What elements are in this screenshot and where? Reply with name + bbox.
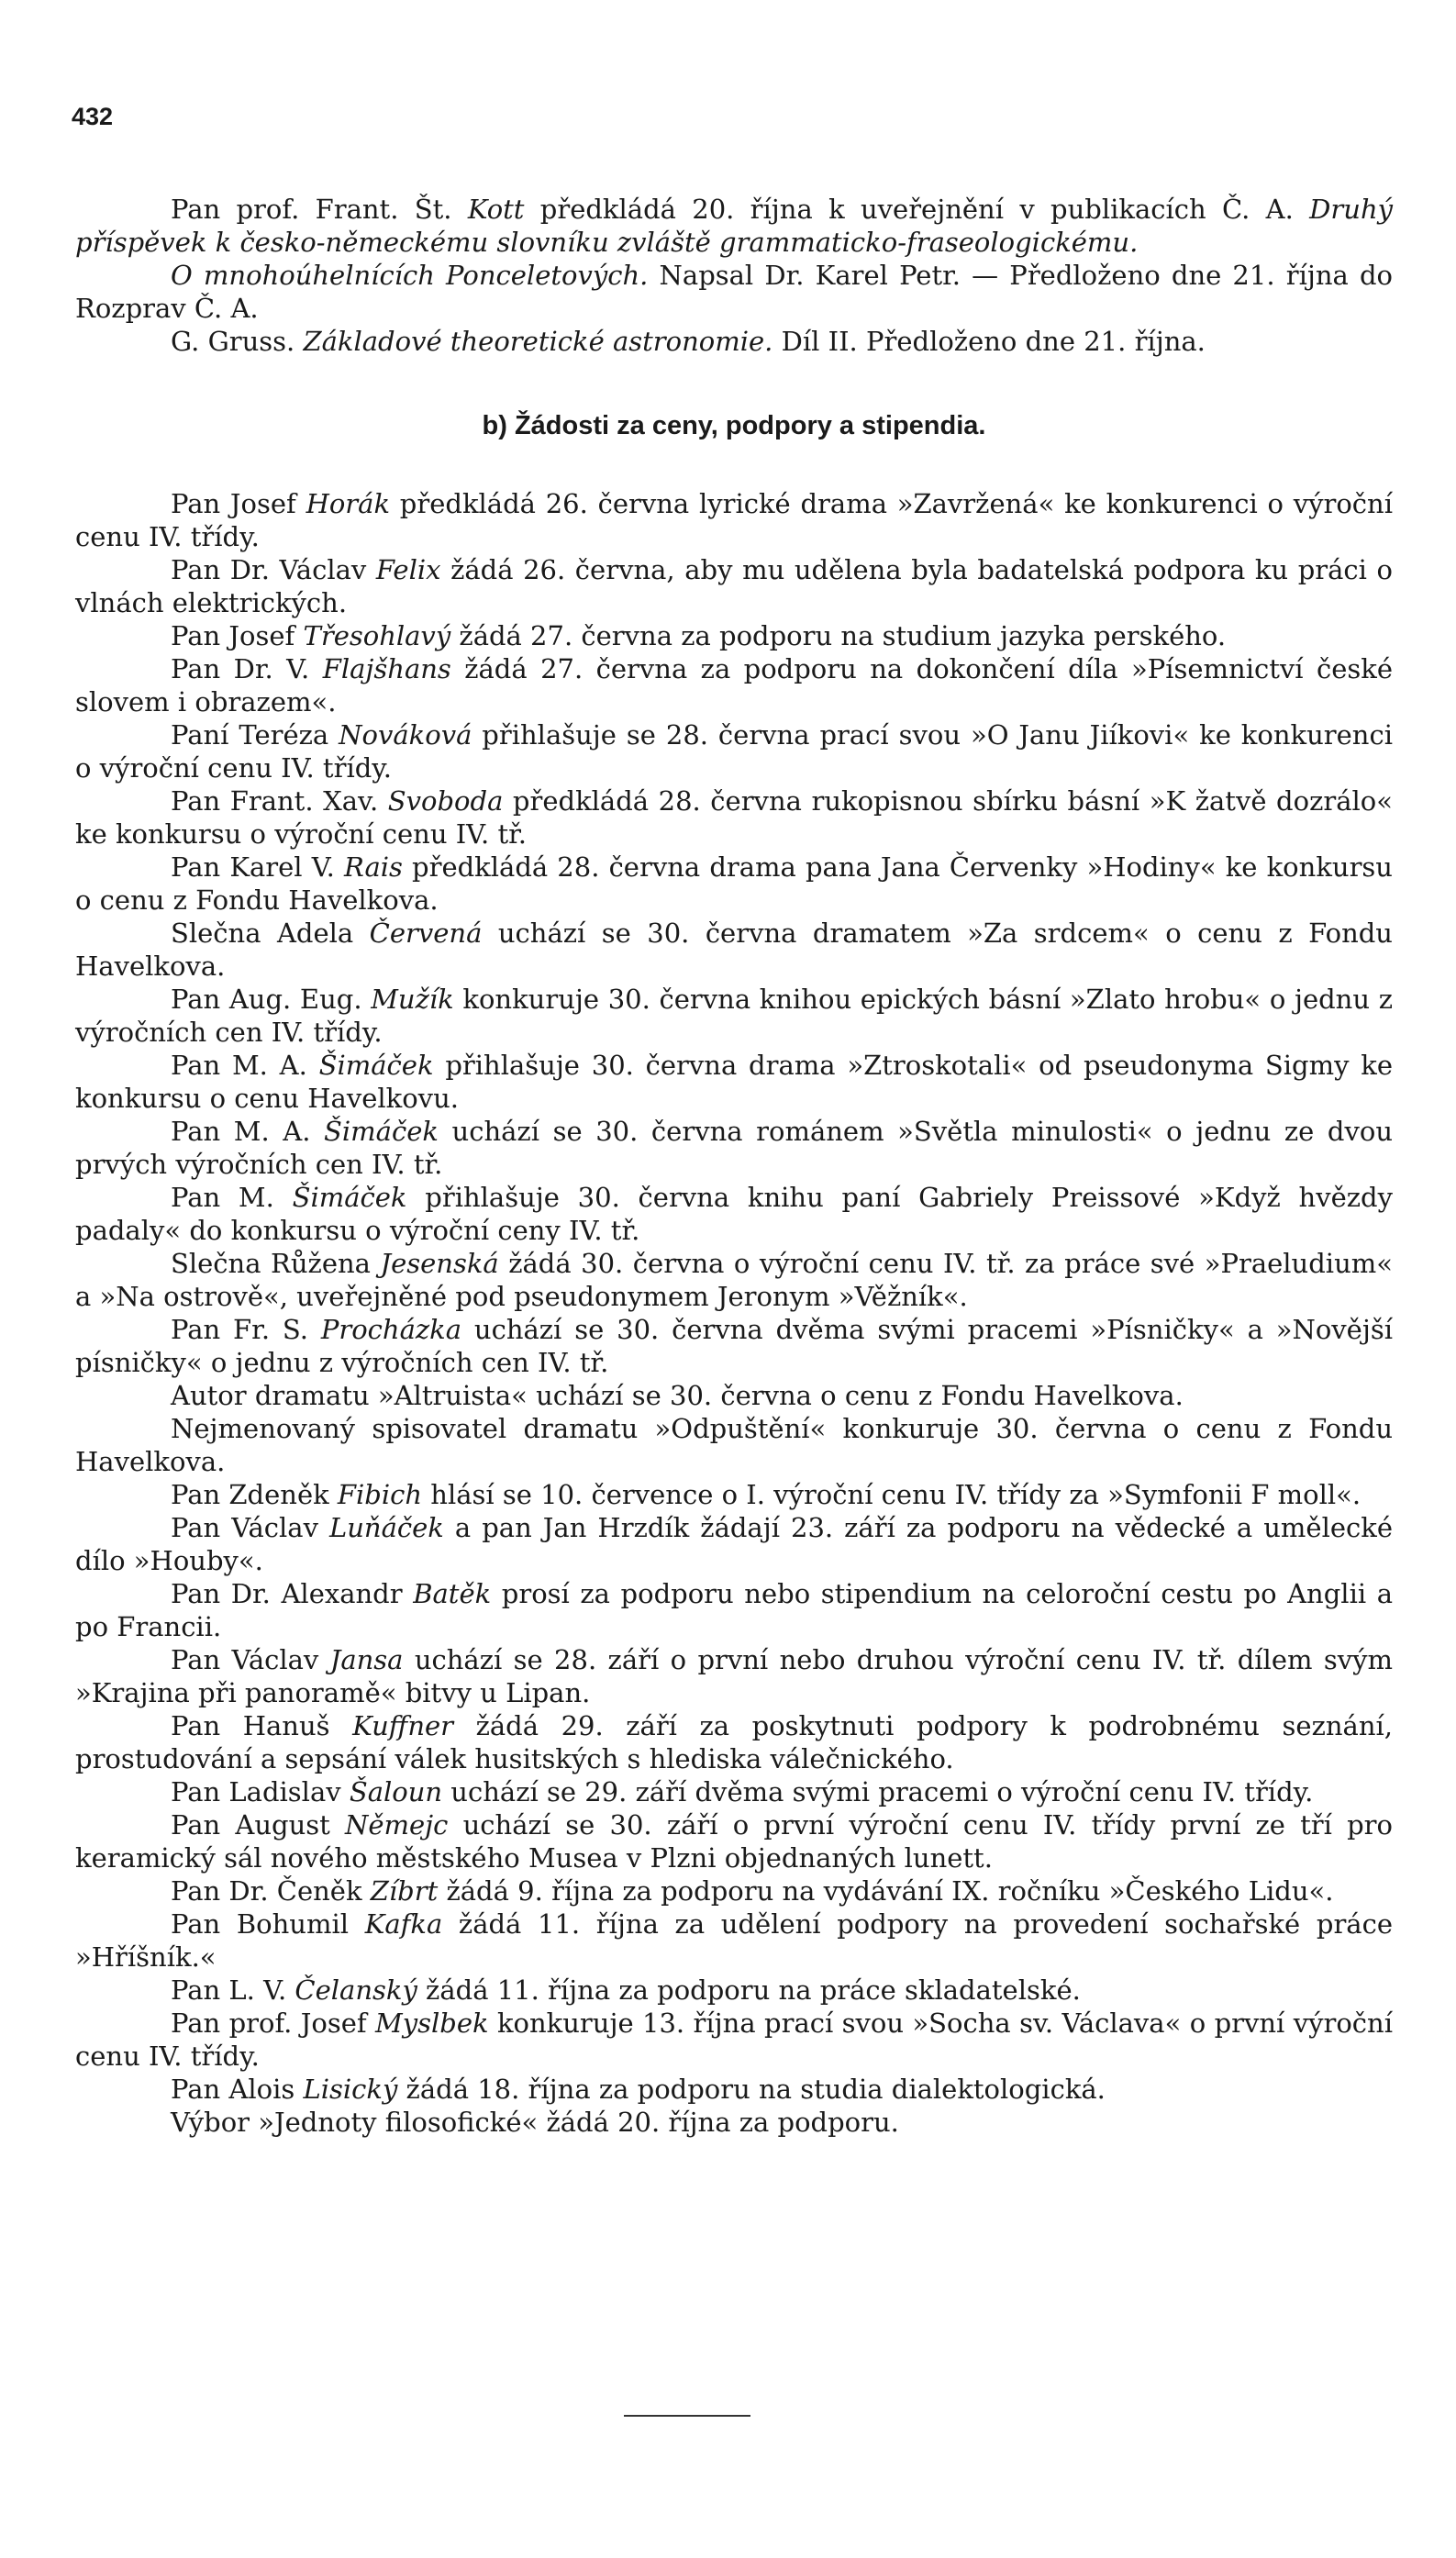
- request-entry: [75, 1379, 1393, 1412]
- request-entry: [75, 1974, 1393, 2007]
- text-run: Pan Bohumil: [171, 1908, 365, 1940]
- text-run: žádá 11. října za podporu na práce skladatelské.: [417, 1974, 1081, 2006]
- text-run: Díl II. Předloženo dne 21. října.: [772, 326, 1206, 357]
- text-run: předkládá 28. června drama pana Jana Červenky »Hodiny« ke konkursu o cenu z Fondu Havelkova.: [75, 851, 1393, 916]
- text-run: Pan Josef: [171, 620, 304, 651]
- text-run: Pan Dr. Alexandr: [171, 1578, 414, 1609]
- italic-text: Šimáček: [292, 1182, 407, 1213]
- text-run: předkládá 26. června lyrické drama »Zavržená« ke konkurenci o výroční cenu IV. třídy.: [75, 488, 1393, 552]
- text-run: Pan prof. Josef: [171, 2007, 376, 2039]
- request-entry: [75, 718, 1393, 784]
- text-run: žádá 11. října za udělení podpory na provedení sochařské práce »Hříšník.«: [75, 1908, 1393, 1973]
- italic-text: Myslbek: [375, 2007, 489, 2039]
- request-list: [75, 487, 1393, 2139]
- text-run: uchází se 30. září o první výroční cenu IV. třídy první ze tří pro keramický sál nového městského Musea v Plzni objednaných lunett.: [75, 1809, 1393, 1874]
- text-run: Pan Karel V.: [171, 851, 344, 883]
- text-run: Pan L. V.: [171, 1974, 295, 2006]
- text-run: uchází se 28. září o první nebo druhou výroční cenu IV. tř. dílem svým »Krajina při panoramě« bitvy u Lipan.: [75, 1644, 1393, 1708]
- request-entry: [75, 1775, 1393, 1808]
- text-run: uchází se 30. června románem »Světla minulosti« o jednu ze dvou prvých výročních cen IV. tř.: [75, 1116, 1393, 1180]
- request-entry: [75, 1643, 1393, 1709]
- request-entry: [75, 1181, 1393, 1247]
- page-body: [75, 193, 1393, 2139]
- request-entry: [75, 1808, 1393, 1874]
- page-number: 432: [72, 103, 114, 130]
- request-entry: [75, 1313, 1393, 1379]
- text-run: Pan Václav: [171, 1512, 329, 1543]
- text-run: Pan M. A.: [171, 1050, 319, 1081]
- italic-text: Třesohlavý: [303, 620, 451, 651]
- text-run: Pan Zdeněk: [171, 1479, 338, 1510]
- italic-text: Svoboda: [387, 785, 504, 817]
- request-entry: [75, 652, 1393, 718]
- request-entry: [75, 1907, 1393, 1974]
- text-run: Pan Dr. Václav: [171, 554, 376, 585]
- request-entry: [75, 1478, 1393, 1511]
- text-run: Pan Hanuš: [171, 1710, 353, 1741]
- text-run: Napsal Dr. Karel Petr. — Předloženo dne 21. října do Rozprav Č. A.: [75, 260, 1393, 324]
- text-run: Pan M.: [171, 1182, 293, 1213]
- publication-entry: [75, 193, 1393, 259]
- request-entry: [75, 983, 1393, 1049]
- text-run: Paní Teréza: [171, 719, 339, 751]
- text-run: uchází se 30. června dvěma svými pracemi »Písničky« a »Novější písničky« o jednu z výročních cen IV. tř.: [75, 1314, 1393, 1378]
- text-run: a pan Jan Hrzdík žádají 23. září za podporu na vědecké a umělecké dílo »Houby«.: [75, 1512, 1393, 1576]
- request-entry: [75, 1247, 1393, 1313]
- text-run: žádá 27. června za podporu na dokončení díla »Písemnictví české slovem i obrazem«.: [75, 653, 1393, 717]
- italic-text: Batěk: [413, 1578, 492, 1609]
- end-rule: [624, 2415, 750, 2417]
- publication-entry: [75, 259, 1393, 325]
- text-run: Nejmenovaný spisovatel dramatu »Odpuštění« konkuruje 30. června o cenu z Fondu Havelkova.: [75, 1413, 1393, 1477]
- text-run: předkládá 20. října k uveřejnění v publikacích Č. A.: [524, 194, 1310, 225]
- request-entry: [75, 784, 1393, 851]
- request-entry: [75, 917, 1393, 983]
- text-run: přihlašuje se 28. června prací svou »O Janu Jiíkovi« ke konkurenci o výroční cenu IV. třídy.: [75, 719, 1393, 784]
- text-run: Autor dramatu »Altruista« uchází se 30. června o cenu z Fondu Havelkova.: [171, 1380, 1184, 1411]
- text-run: Slečna Adela: [171, 918, 370, 949]
- text-run: předkládá 28. června rukopisnou sbírku básní »K žatvě dozrálo« ke konkursu o výroční cenu IV. tř.: [75, 785, 1393, 850]
- request-entry: [75, 1412, 1393, 1478]
- italic-text: Flajšhans: [322, 653, 451, 684]
- text-run: konkuruje 13. října prací svou »Socha sv. Václava« o první výroční cenu IV. třídy.: [75, 2007, 1394, 2072]
- text-run: Výbor »Jednoty filosofické« žádá 20. října za podporu.: [171, 2107, 899, 2138]
- text-run: prosí za podporu nebo stipendium na celoroční cestu po Anglii a po Francii.: [75, 1578, 1393, 1642]
- text-run: Pan Václav: [171, 1644, 330, 1675]
- text-run: konkuruje 30. června knihou epických básní »Zlato hrobu« o jednu z výročních cen IV. třídy.: [75, 984, 1393, 1048]
- request-entry: [75, 1577, 1393, 1643]
- italic-text: Procházka: [320, 1314, 462, 1345]
- italic-text: Felix: [375, 554, 441, 585]
- text-run: Pan M. A.: [171, 1116, 325, 1147]
- italic-text: Jansa: [329, 1644, 404, 1675]
- request-entry: [75, 1511, 1393, 1577]
- italic-text: Rais: [343, 851, 403, 883]
- section-heading: b) Žádosti za ceny, podpory a stipendia.: [482, 411, 986, 440]
- italic-text: Kuffner: [352, 1710, 454, 1741]
- italic-text: Šimáček: [324, 1116, 439, 1147]
- text-run: hlásí se 10. července o I. výroční cenu IV. třídy za »Symfonii F moll«.: [422, 1479, 1362, 1510]
- text-run: žádá 9. října za podporu na vydávání IX. ročníku »Českého Lidu«.: [438, 1875, 1334, 1907]
- text-run: Pan Dr. V.: [171, 653, 323, 684]
- italic-text: Základové theoretické astronomie.: [303, 326, 773, 357]
- request-entry: [75, 851, 1393, 917]
- italic-text: Mužík: [371, 984, 454, 1015]
- text-run: uchází se 29. září dvěma svými pracemi o výroční cenu IV. třídy.: [442, 1776, 1314, 1807]
- text-run: G. Gruss.: [171, 326, 304, 357]
- request-entry: [75, 1049, 1393, 1115]
- text-run: žádá 27. června za podporu na studium jazyka perského.: [450, 620, 1227, 651]
- text-run: Pan prof. Frant. Št.: [171, 194, 468, 225]
- italic-text: Horák: [306, 488, 391, 519]
- text-run: Pan Fr. S.: [171, 1314, 321, 1345]
- publication-entry: [75, 325, 1393, 358]
- request-entry: [75, 1115, 1393, 1181]
- request-entry: [75, 553, 1393, 619]
- text-run: Pan Alois: [171, 2074, 304, 2105]
- italic-text: Němejc: [344, 1809, 449, 1841]
- italic-text: Zíbrt: [370, 1875, 439, 1907]
- request-entry: [75, 1709, 1393, 1775]
- text-run: Pan Ladislav: [171, 1776, 350, 1807]
- text-run: žádá 26. června, aby mu udělena byla badatelská podpora ku práci o vlnách elektrických.: [75, 554, 1393, 618]
- italic-text: Druhý příspěvek k česko-německému slovníku zvláště grammaticko-fraseologickému.: [75, 194, 1394, 258]
- text-run: žádá 18. října za podporu na studia dialektologická.: [397, 2074, 1106, 2105]
- publication-list: [75, 193, 1393, 358]
- italic-text: Jesenská: [380, 1248, 499, 1279]
- text-run: přihlašuje 30. června drama »Ztroskotali« od pseudonyma Sigmy ke konkursu o cenu Havelkovu.: [75, 1050, 1394, 1114]
- italic-text: Fibich: [337, 1479, 423, 1510]
- italic-text: Nováková: [339, 719, 472, 751]
- text-run: Slečna Růžena: [171, 1248, 381, 1279]
- text-run: Pan August: [171, 1809, 345, 1841]
- italic-text: O mnohoúhelnících Ponceletových.: [171, 260, 649, 291]
- italic-text: Kafka: [364, 1908, 443, 1940]
- italic-text: Šimáček: [318, 1050, 434, 1081]
- italic-text: Šaloun: [349, 1776, 443, 1807]
- text-run: Pan Josef: [171, 488, 306, 519]
- text-run: Pan Aug. Eug.: [171, 984, 372, 1015]
- text-run: uchází se 30. června dramatem »Za srdcem« o cenu z Fondu Havelkova.: [75, 918, 1393, 982]
- text-run: Pan Dr. Čeněk: [171, 1875, 371, 1907]
- request-entry: [75, 2073, 1393, 2106]
- request-entry: [75, 487, 1393, 553]
- text-run: Pan Frant. Xav.: [171, 785, 388, 817]
- request-entry: [75, 2106, 1393, 2139]
- italic-text: Čelanský: [295, 1974, 417, 2006]
- text-run: přihlašuje 30. června knihu paní Gabriely Preissové »Když hvězdy padaly« do konkursu o výroční ceny IV. tř.: [75, 1182, 1393, 1246]
- text-run: žádá 29. září za poskytnuti podpory k podrobnému seznání, prostudování a sepsání válek husitských s hlediska válečnického.: [75, 1710, 1393, 1774]
- request-entry: [75, 1874, 1393, 1907]
- request-entry: [75, 2007, 1393, 2073]
- request-entry: [75, 619, 1393, 652]
- italic-text: Lisický: [303, 2074, 398, 2105]
- text-run: žádá 30. června o výroční cenu IV. tř. za práce své »Praeludium« a »Na ostrově«, uveřejněné pod pseudonymem Jeronym »Věžník«.: [75, 1248, 1393, 1312]
- italic-text: Červená: [369, 918, 483, 949]
- italic-text: Kott: [467, 194, 525, 225]
- italic-text: Luňáček: [329, 1512, 444, 1543]
